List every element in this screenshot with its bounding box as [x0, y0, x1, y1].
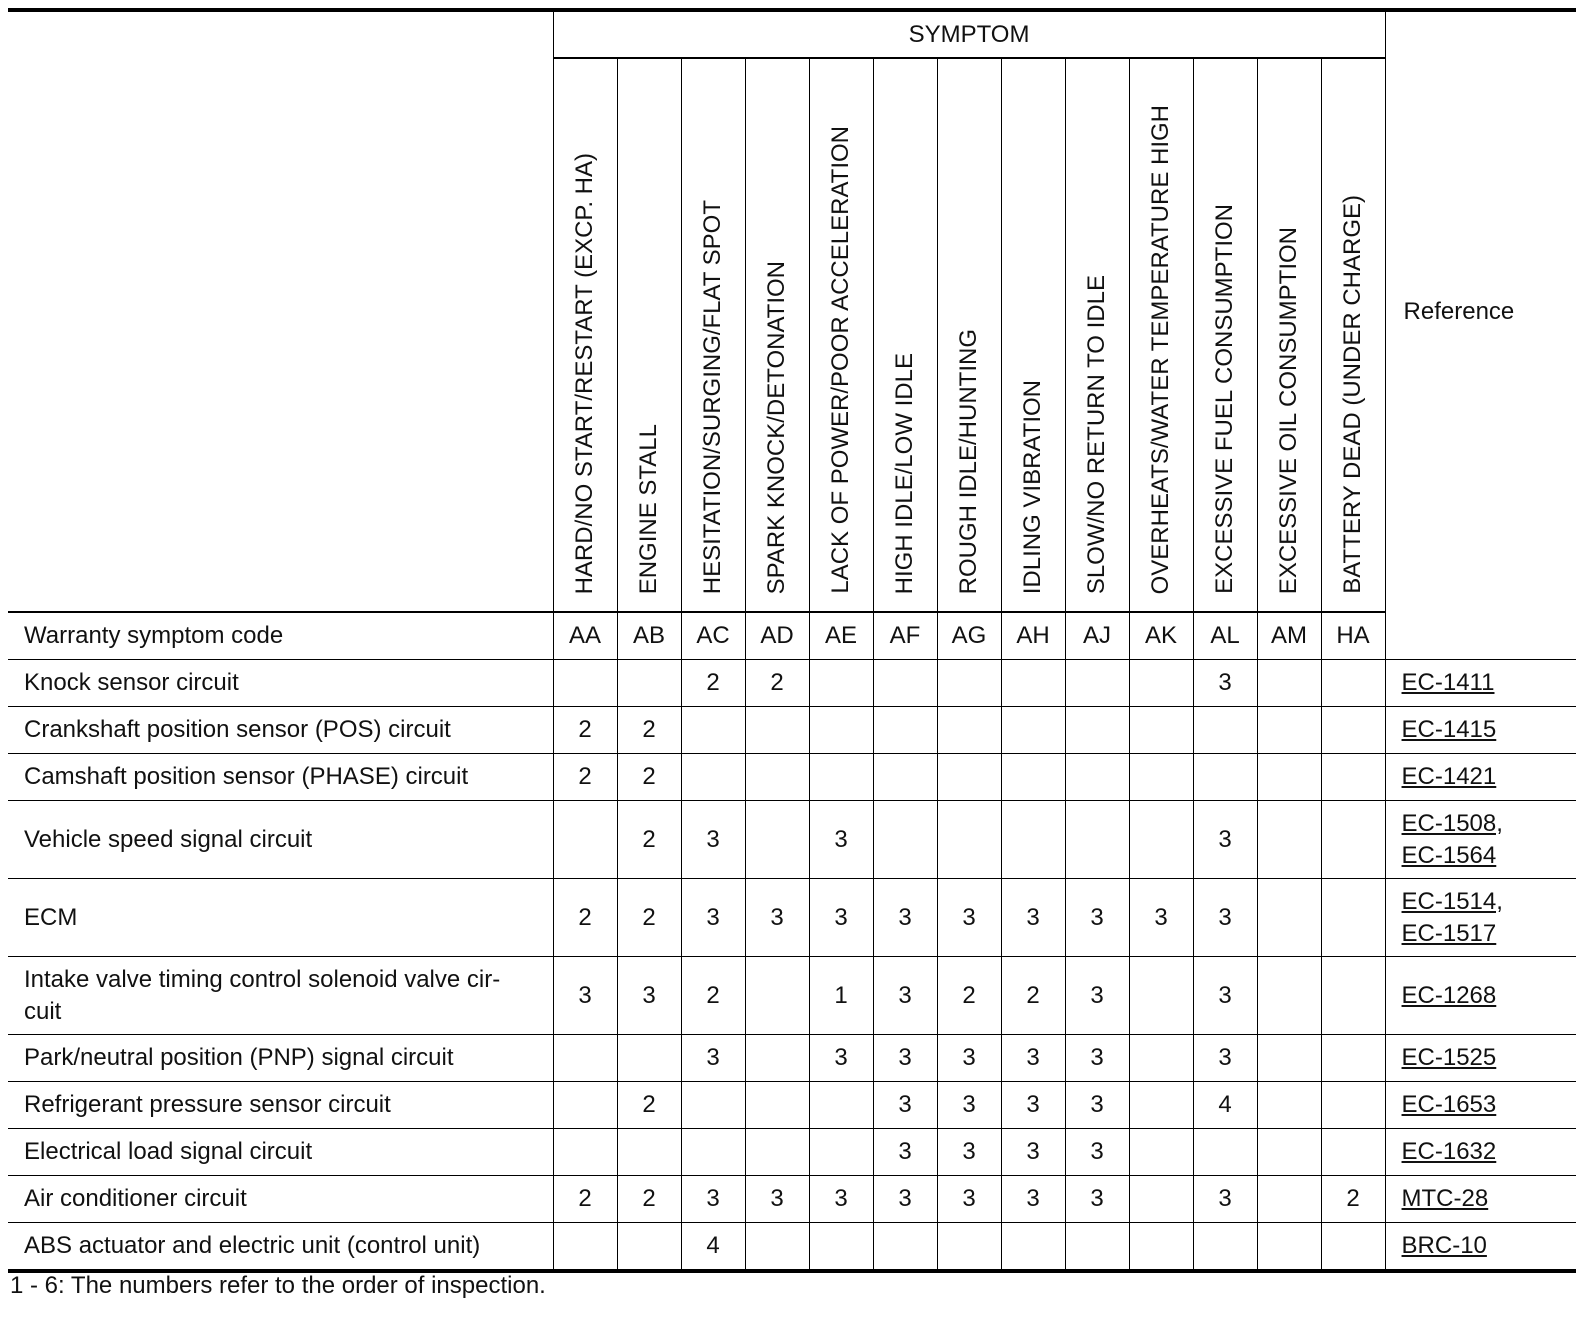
inspection-order-cell: [681, 1082, 745, 1129]
inspection-order-cell: 3: [1193, 801, 1257, 879]
row-label: Camshaft position sensor (PHASE) circuit: [8, 754, 553, 801]
inspection-order-cell: 3: [745, 879, 809, 957]
inspection-order-cell: [745, 754, 809, 801]
inspection-order-cell: [681, 707, 745, 754]
table-row: [8, 754, 1576, 801]
table-row: [8, 1176, 1576, 1223]
inspection-order-cell: 2: [553, 879, 617, 957]
table-row: [8, 1223, 1576, 1272]
inspection-order-cell: 2: [681, 957, 745, 1035]
symptom-column-header: [1129, 58, 1193, 612]
inspection-order-cell: [1257, 957, 1321, 1035]
inspection-order-cell: [809, 754, 873, 801]
inspection-order-cell: [681, 754, 745, 801]
inspection-order-cell: 2: [937, 957, 1001, 1035]
inspection-order-cell: 3: [873, 957, 937, 1035]
inspection-order-cell: 3: [873, 1035, 937, 1082]
symptom-name: BATTERY DEAD (UNDER CHARGE): [1339, 195, 1367, 594]
symptom-column-header: [553, 58, 617, 612]
symptom-code: AA: [553, 612, 617, 660]
inspection-order-cell: [1257, 707, 1321, 754]
header-title-row: [8, 10, 1576, 58]
inspection-order-cell: 3: [809, 1035, 873, 1082]
inspection-order-cell: 3: [937, 1129, 1001, 1176]
inspection-order-cell: [1129, 754, 1193, 801]
inspection-order-cell: 3: [1065, 1176, 1129, 1223]
symptom-code: AF: [873, 612, 937, 660]
row-label: Crankshaft position sensor (POS) circuit: [8, 707, 553, 754]
symptom-code: AD: [745, 612, 809, 660]
reference-link[interactable]: EC-1415: [1401, 716, 1497, 743]
symptom-column-header: [1321, 58, 1385, 612]
table-row: [8, 1035, 1576, 1082]
table-row: [8, 1129, 1576, 1176]
reference-link[interactable]: EC-1514,: [1401, 887, 1503, 915]
reference-link[interactable]: EC-1411: [1401, 669, 1495, 696]
inspection-order-cell: [809, 1129, 873, 1176]
symptom-code: AJ: [1065, 612, 1129, 660]
table-row: [8, 879, 1576, 957]
inspection-order-cell: 3: [1065, 957, 1129, 1035]
inspection-order-cell: [1321, 1035, 1385, 1082]
inspection-order-cell: 2: [617, 707, 681, 754]
inspection-order-cell: [809, 660, 873, 707]
symptom-column-header: [809, 58, 873, 612]
symptom-code: AK: [1129, 612, 1193, 660]
symptom-column-header: [873, 58, 937, 612]
symptom-name: HESITATION/SURGING/FLAT SPOT: [699, 199, 726, 594]
inspection-order-cell: [745, 707, 809, 754]
symptom-name: ENGINE STALL: [635, 423, 662, 594]
inspection-order-cell: [873, 660, 937, 707]
symptom-code: AL: [1193, 612, 1257, 660]
inspection-order-cell: [1129, 707, 1193, 754]
inspection-order-cell: 2: [617, 879, 681, 957]
inspection-order-cell: 3: [873, 1129, 937, 1176]
symptom-code: AG: [937, 612, 1001, 660]
symptom-code: AE: [809, 612, 873, 660]
row-label: Park/neutral position (PNP) signal circuit: [8, 1035, 553, 1082]
inspection-order-cell: [1129, 1176, 1193, 1223]
inspection-order-cell: 2: [553, 754, 617, 801]
code-row-reference-cell: [1385, 612, 1576, 660]
inspection-order-cell: [1193, 1223, 1257, 1272]
inspection-order-cell: [1001, 801, 1065, 879]
inspection-order-cell: 3: [681, 1176, 745, 1223]
inspection-order-cell: 3: [1193, 957, 1257, 1035]
inspection-order-cell: [1001, 660, 1065, 707]
inspection-order-cell: 3: [937, 1082, 1001, 1129]
symptom-name: SLOW/NO RETURN TO IDLE: [1083, 274, 1110, 594]
symptom-column-header: [1193, 58, 1257, 612]
symptom-column-header: [937, 58, 1001, 612]
inspection-order-cell: 2: [745, 660, 809, 707]
inspection-order-cell: [1001, 1223, 1065, 1272]
symptom-column-header: [1257, 58, 1321, 612]
inspection-order-cell: [1065, 707, 1129, 754]
inspection-order-cell: [745, 1129, 809, 1176]
inspection-order-cell: [745, 801, 809, 879]
inspection-order-cell: 3: [553, 957, 617, 1035]
inspection-order-cell: [1065, 1223, 1129, 1272]
inspection-order-cell: [1129, 1223, 1193, 1272]
symptom-name: IDLING VIBRATION: [1019, 379, 1046, 594]
inspection-order-cell: [937, 660, 1001, 707]
inspection-order-cell: [1257, 754, 1321, 801]
symptom-column-header: [745, 58, 809, 612]
inspection-order-cell: 3: [809, 1176, 873, 1223]
inspection-order-cell: [809, 707, 873, 754]
inspection-order-cell: [1065, 801, 1129, 879]
inspection-order-cell: [1065, 660, 1129, 707]
reference-cell: [1385, 1223, 1576, 1272]
inspection-order-cell: 3: [873, 1082, 937, 1129]
reference-cell: [1385, 707, 1576, 754]
inspection-order-cell: [937, 707, 1001, 754]
inspection-order-cell: 4: [681, 1223, 745, 1272]
inspection-order-cell: 3: [1193, 1035, 1257, 1082]
reference-cell: [1385, 660, 1576, 707]
symptom-code: AB: [617, 612, 681, 660]
inspection-order-cell: [1321, 707, 1385, 754]
inspection-order-cell: 3: [1065, 1082, 1129, 1129]
inspection-order-cell: 2: [1321, 1176, 1385, 1223]
inspection-order-cell: [1257, 1129, 1321, 1176]
inspection-order-cell: 2: [617, 754, 681, 801]
inspection-order-cell: [1001, 707, 1065, 754]
reference-cell: [1385, 754, 1576, 801]
reference-cell: [1385, 1129, 1576, 1176]
symptom-column-header: [1065, 58, 1129, 612]
reference-cell: [1385, 1035, 1576, 1082]
inspection-order-cell: 3: [617, 957, 681, 1035]
row-label: Air conditioner circuit: [8, 1176, 553, 1223]
inspection-order-cell: 3: [1065, 1035, 1129, 1082]
inspection-order-cell: [553, 801, 617, 879]
inspection-order-cell: [1129, 1129, 1193, 1176]
inspection-order-cell: [1321, 801, 1385, 879]
inspection-order-cell: 2: [617, 1082, 681, 1129]
warranty-label: Warranty symptom code: [8, 612, 553, 660]
reference-link[interactable]: EC-1508,: [1401, 809, 1503, 837]
inspection-order-cell: [617, 1129, 681, 1176]
inspection-order-cell: [1193, 707, 1257, 754]
reference-link[interactable]: EC-1517: [1401, 919, 1497, 947]
inspection-order-cell: [1257, 801, 1321, 879]
symptom-column-header: [681, 58, 745, 612]
row-label: Intake valve timing control solenoid valve cir- cuit: [8, 957, 553, 1035]
inspection-order-cell: 3: [1193, 1176, 1257, 1223]
inspection-order-cell: 3: [681, 801, 745, 879]
inspection-order-cell: 3: [809, 879, 873, 957]
symptom-name: LACK OF POWER/POOR ACCELERATION: [827, 126, 854, 594]
symptom-code: AH: [1001, 612, 1065, 660]
inspection-order-cell: 3: [1001, 1129, 1065, 1176]
inspection-order-cell: [1321, 660, 1385, 707]
inspection-order-cell: [553, 660, 617, 707]
inspection-order-cell: 3: [1193, 660, 1257, 707]
symptom-name: EXCESSIVE FUEL CONSUMPTION: [1211, 204, 1238, 594]
inspection-order-cell: [937, 754, 1001, 801]
inspection-order-cell: 3: [1129, 879, 1193, 957]
symptom-name: EXCESSIVE OIL CONSUMPTION: [1275, 226, 1302, 594]
inspection-order-cell: [937, 801, 1001, 879]
reference-cell: [1385, 801, 1576, 879]
table-row: [8, 1082, 1576, 1129]
inspection-order-cell: [553, 1035, 617, 1082]
inspection-order-cell: [1001, 754, 1065, 801]
inspection-order-cell: 3: [1001, 1035, 1065, 1082]
inspection-order-cell: [681, 1129, 745, 1176]
inspection-order-cell: [809, 1223, 873, 1272]
inspection-order-cell: 3: [873, 879, 937, 957]
inspection-order-cell: [873, 707, 937, 754]
inspection-order-cell: [937, 1223, 1001, 1272]
table-row: [8, 801, 1576, 879]
inspection-order-cell: [553, 1223, 617, 1272]
inspection-order-cell: 3: [681, 1035, 745, 1082]
inspection-order-cell: 3: [937, 879, 1001, 957]
table-row: [8, 707, 1576, 754]
inspection-order-cell: [1321, 754, 1385, 801]
inspection-order-cell: [1321, 1223, 1385, 1272]
inspection-order-cell: 2: [553, 1176, 617, 1223]
symptom-name: ROUGH IDLE/HUNTING: [955, 328, 982, 594]
table-row: [8, 660, 1576, 707]
inspection-order-cell: [553, 1082, 617, 1129]
inspection-order-cell: [1129, 1035, 1193, 1082]
symptom-name: OVERHEATS/WATER TEMPERATURE HIGH: [1147, 104, 1174, 594]
inspection-order-cell: [809, 1082, 873, 1129]
inspection-order-cell: [1257, 879, 1321, 957]
inspection-order-cell: [1193, 754, 1257, 801]
inspection-order-cell: [745, 957, 809, 1035]
inspection-order-cell: 3: [1065, 1129, 1129, 1176]
inspection-order-cell: [1065, 754, 1129, 801]
inspection-order-cell: 3: [937, 1176, 1001, 1223]
inspection-order-cell: 3: [1001, 1082, 1065, 1129]
row-label: Knock sensor circuit: [8, 660, 553, 707]
symptom-code: AM: [1257, 612, 1321, 660]
inspection-order-cell: [1129, 957, 1193, 1035]
row-label: Vehicle speed signal circuit: [8, 801, 553, 879]
row-label: Electrical load signal circuit: [8, 1129, 553, 1176]
inspection-order-cell: [1129, 660, 1193, 707]
inspection-order-cell: 2: [1001, 957, 1065, 1035]
inspection-order-cell: [617, 1035, 681, 1082]
reference-cell: [1385, 879, 1576, 957]
symptom-code: AC: [681, 612, 745, 660]
row-label: ECM: [8, 879, 553, 957]
inspection-order-cell: [745, 1035, 809, 1082]
inspection-order-cell: 2: [617, 801, 681, 879]
reference-link[interactable]: EC-1268: [1401, 981, 1497, 1009]
symptom-column-header: [617, 58, 681, 612]
inspection-order-cell: [745, 1082, 809, 1129]
inspection-order-cell: [745, 1223, 809, 1272]
inspection-order-cell: 2: [553, 707, 617, 754]
inspection-order-cell: 3: [809, 801, 873, 879]
inspection-order-cell: 3: [873, 1176, 937, 1223]
inspection-order-cell: 3: [1001, 1176, 1065, 1223]
inspection-order-cell: 3: [937, 1035, 1001, 1082]
inspection-order-cell: [1321, 879, 1385, 957]
inspection-order-cell: [1257, 1082, 1321, 1129]
reference-cell: [1385, 1176, 1576, 1223]
inspection-order-cell: [1257, 1223, 1321, 1272]
inspection-order-cell: [1129, 1082, 1193, 1129]
reference-link[interactable]: EC-1564: [1401, 841, 1497, 869]
inspection-order-cell: [1257, 660, 1321, 707]
inspection-order-cell: [617, 1223, 681, 1272]
inspection-order-cell: [873, 801, 937, 879]
reference-link[interactable]: MTC-28: [1401, 1185, 1489, 1212]
reference-header: Reference: [1385, 10, 1576, 612]
header-blank-cell: [8, 10, 553, 612]
table-body: [8, 660, 1576, 1272]
reference-link[interactable]: BRC-10: [1401, 1232, 1487, 1259]
inspection-order-cell: [1257, 1035, 1321, 1082]
symptom-code: HA: [1321, 612, 1385, 660]
reference-link[interactable]: EC-1653: [1401, 1091, 1497, 1118]
inspection-order-cell: 3: [1065, 879, 1129, 957]
footnote: 1 - 6: The numbers refer to the order of inspection.: [10, 1272, 546, 1299]
inspection-order-cell: [1321, 1129, 1385, 1176]
inspection-order-cell: 2: [617, 1176, 681, 1223]
inspection-order-cell: 3: [745, 1176, 809, 1223]
reference-cell: [1385, 1082, 1576, 1129]
inspection-order-cell: [1321, 1082, 1385, 1129]
symptom-name: HARD/NO START/RESTART (EXCP. HA): [571, 152, 598, 594]
reference-cell: [1385, 957, 1576, 1035]
inspection-order-cell: 3: [1001, 879, 1065, 957]
inspection-order-cell: [617, 660, 681, 707]
row-label: Refrigerant pressure sensor circuit: [8, 1082, 553, 1129]
reference-link[interactable]: EC-1632: [1401, 1138, 1497, 1165]
symptom-table: [8, 8, 1576, 1273]
inspection-order-cell: 2: [681, 660, 745, 707]
inspection-order-cell: [1129, 801, 1193, 879]
inspection-order-cell: [1257, 1176, 1321, 1223]
table-row: [8, 957, 1576, 1035]
inspection-order-cell: 1: [809, 957, 873, 1035]
inspection-order-cell: [873, 1223, 937, 1272]
inspection-order-cell: [1321, 957, 1385, 1035]
reference-link[interactable]: EC-1525: [1401, 1044, 1497, 1071]
inspection-order-cell: [873, 754, 937, 801]
reference-link[interactable]: EC-1421: [1401, 763, 1497, 790]
inspection-order-cell: 3: [681, 879, 745, 957]
symptom-name: HIGH IDLE/LOW IDLE: [891, 352, 918, 594]
symptom-column-header: [1001, 58, 1065, 612]
row-label: ABS actuator and electric unit (control unit): [8, 1223, 553, 1272]
symptom-title: SYMPTOM: [553, 10, 1385, 58]
inspection-order-cell: 3: [1193, 879, 1257, 957]
symptom-name: SPARK KNOCK/DETONATION: [763, 260, 790, 594]
inspection-order-cell: [553, 1129, 617, 1176]
inspection-order-cell: [1193, 1129, 1257, 1176]
inspection-order-cell: 4: [1193, 1082, 1257, 1129]
warranty-code-row: [8, 612, 1576, 660]
